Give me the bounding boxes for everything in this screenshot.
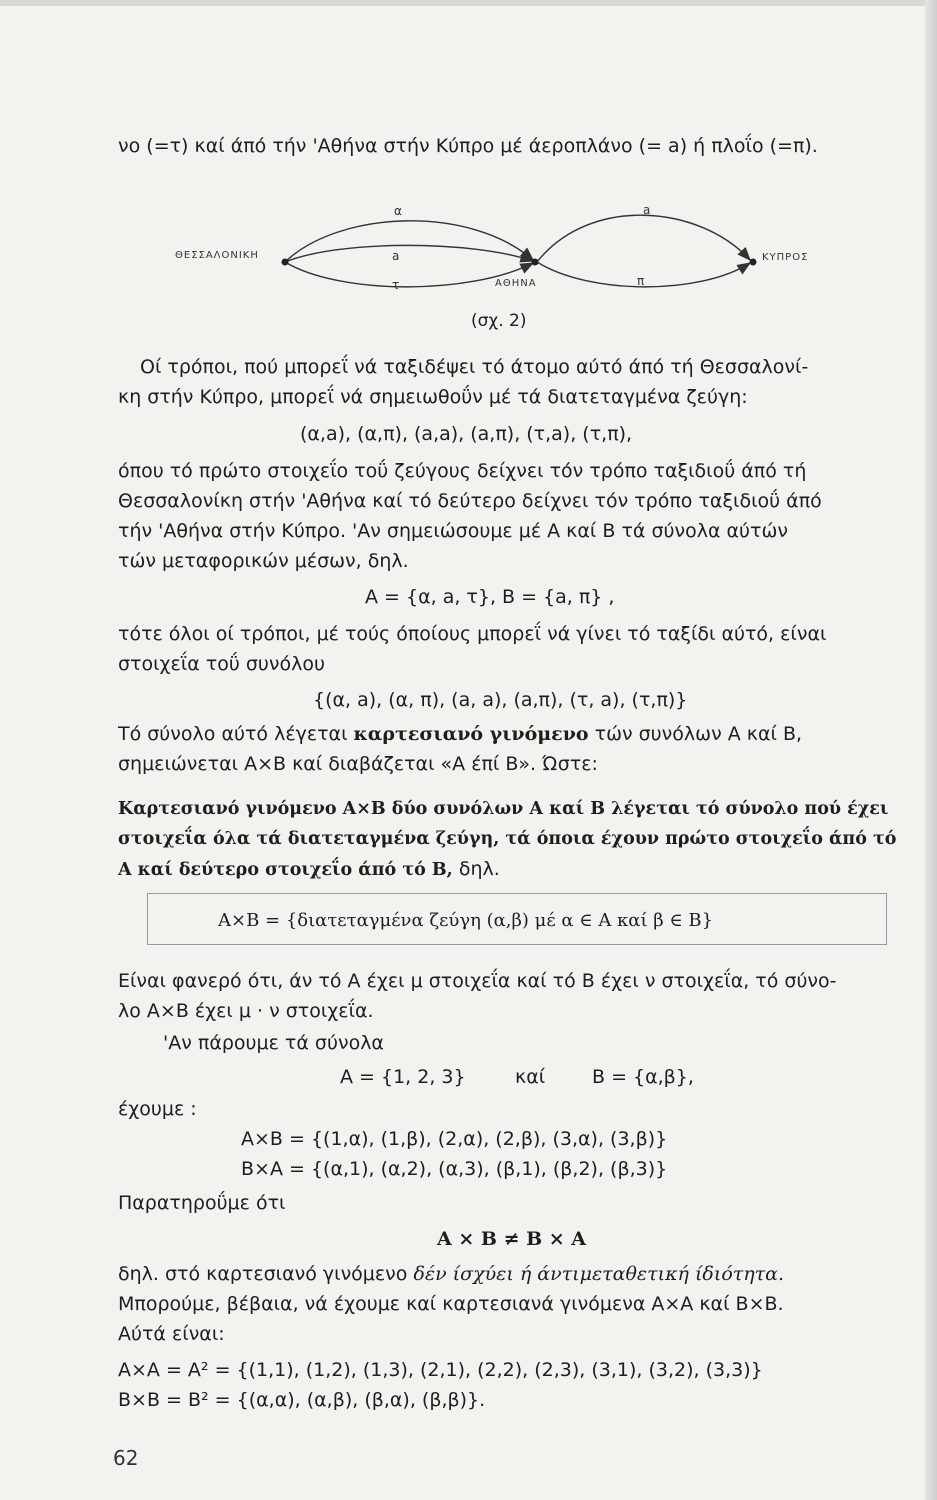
definition-line3 (118, 857, 500, 882)
para4-suffix: τών συνόλων Α καί Β, (588, 723, 803, 745)
term-cartesian-product: καρτεσιανό γινόμενο (353, 723, 589, 745)
product-bxa: Β×Α = {(α,1), (α,2), (α,3), (β,1), (β,2), (β,3)} (241, 1158, 668, 1180)
para1-line1: Οί τρόποι, πού μπορεΐ νά ταξιδέψει τό άτομο αύτό άπό τή Θεσσαλονί- (140, 356, 809, 378)
para6: 'Αν πάρουμε τά σύνολα (163, 1032, 384, 1054)
set-all-pairs: {(α, a), (α, π), (a, a), (a,π), (τ, a), (τ,π)} (313, 689, 688, 711)
edge-tau-label: τ (392, 278, 400, 292)
node-athens-label: ΑΘΗΝΑ (495, 278, 537, 289)
edge-alpha-curve (285, 221, 533, 262)
inequality: Α × Β ≠ Β × Α (437, 1228, 587, 1250)
para2-line1: όπου τό πρώτο στοιχεΐο τοΰ ζεύγους δείχνει τόν τρόπο ταξιδιοΰ άπό τή (118, 460, 807, 482)
definition-line3-text: Α καί δεύτερο στοιχεΐο άπό τό Β, (118, 860, 459, 880)
para3-line2: στοιχεΐα τοΰ συνόλου (118, 653, 326, 675)
edge-a-right-curve (537, 215, 750, 262)
observe: Παρατηροΰμε ότι (118, 1192, 286, 1214)
node-thessaloniki-label: ΘΕΣΣΑΛΟΝΙΚΗ (175, 250, 259, 261)
para7-italic: δέν ίσχύει ή άντιμεταθετική ίδιότητα. (413, 1263, 785, 1285)
product-axa: Α×Α = Α² = {(1,1), (1,2), (1,3), (2,1), (2,2), (2,3), (3,1), (3,2), (3,3)} (118, 1359, 763, 1381)
node-athens-dot (532, 259, 539, 266)
para4-line2: σημειώνεται Α×Β καί διαβάζεται «Α έπί Β». Ώστε: (118, 753, 598, 775)
edge-a-right-label: a (643, 203, 651, 217)
boxed-formula: Α×Β = {διατεταγμένα ζεύγη (α,β) μέ α ∈ Α καί β ∈ Β} (218, 910, 714, 931)
node-thessaloniki-dot (282, 259, 289, 266)
edge-a-left-label: a (392, 249, 400, 263)
page-top-edge (0, 0, 937, 6)
example-and: καί (515, 1066, 546, 1088)
example-set-a: Α = {1, 2, 3} (340, 1066, 466, 1088)
product-axb: Α×Β = {(1,α), (1,β), (2,α), (2,β), (3,α), (3,β)} (241, 1128, 668, 1150)
travel-diagram (140, 190, 809, 300)
definition-line2: στοιχεΐα όλα τά διατεταγμένα ζεύγη, τά όποια έχουν πρώτο στοιχεΐο άπό τό (118, 829, 897, 849)
sets-line: Α = {α, a, τ}, Β = {a, π} , (365, 586, 615, 608)
definition-end: δηλ. (458, 858, 500, 880)
para1-line2: κη στήν Κύπρο, μπορεΐ νά σημειωθοΰν μέ τά διατεταγμένα ζεύγη: (118, 386, 748, 408)
para4-prefix: Τό σύνολο αύτό λέγεται (118, 723, 354, 745)
edge-alpha-label: α (394, 204, 402, 218)
para2-line2: Θεσσαλονίκη στήν 'Αθήνα καί τό δεύτερο δείχνει τόν τρόπο ταξιδιοΰ άπό (118, 490, 822, 512)
para3-line1: τότε όλοι οί τρόποι, μέ τούς όποίους μπορεΐ νά γίνει τό ταξίδι αύτό, είναι (118, 623, 827, 645)
product-bxb: Β×Β = Β² = {(α,α), (α,β), (β,α), (β,β)}. (118, 1389, 486, 1411)
para7-prefix: δηλ. στό καρτεσιανό γινόμενο (118, 1263, 414, 1285)
we-have: έχουμε : (118, 1098, 197, 1120)
node-cyprus-label: ΚΥΠΡΟΣ (762, 252, 809, 263)
para2-line4: τών μεταφορικών μέσων, δηλ. (118, 550, 409, 572)
para4-line1 (118, 722, 802, 746)
para8-line2: Αύτά είναι: (118, 1323, 225, 1345)
definition-line1: Καρτεσιανό γινόμενο Α×Β δύο συνόλων Α καί Β λέγεται τό σύνολο πού έχει (118, 799, 889, 819)
edge-pi-label: π (637, 274, 645, 288)
page-number: 62 (113, 1446, 139, 1470)
para5-line1: Είναι φανερό ότι, άν τό Α έχει μ στοιχεΐα καί τό Β έχει ν στοιχεΐα, τό σύνο- (118, 970, 837, 992)
edge-a-left-curve (285, 245, 533, 262)
para7 (118, 1262, 784, 1286)
node-cyprus-dot (750, 259, 757, 266)
diagram-caption: (σχ. 2) (471, 311, 527, 331)
example-set-b: Β = {α,β}, (592, 1066, 694, 1088)
para2-line3: τήν 'Αθήνα στήν Κύπρο. 'Αν σημειώσουμε μέ Α καί Β τά σύνολα αύτών (118, 520, 789, 542)
para5-line2: λο Α×Β έχει μ · ν στοιχεΐα. (118, 1000, 374, 1022)
page-right-edge (925, 0, 937, 1500)
pairs-line: (α,a), (α,π), (a,a), (a,π), (τ,a), (τ,π), (300, 423, 633, 445)
intro-line: νο (=τ) καί άπό τήν 'Αθήνα στήν Κύπρο μέ άεροπλάνο (= a) ή πλοΐο (=π). (118, 135, 818, 157)
para8-line1: Μπορούμε, βέβαια, νά έχουμε καί καρτεσιανά γινόμενα Α×Α καί Β×Β. (118, 1293, 784, 1315)
